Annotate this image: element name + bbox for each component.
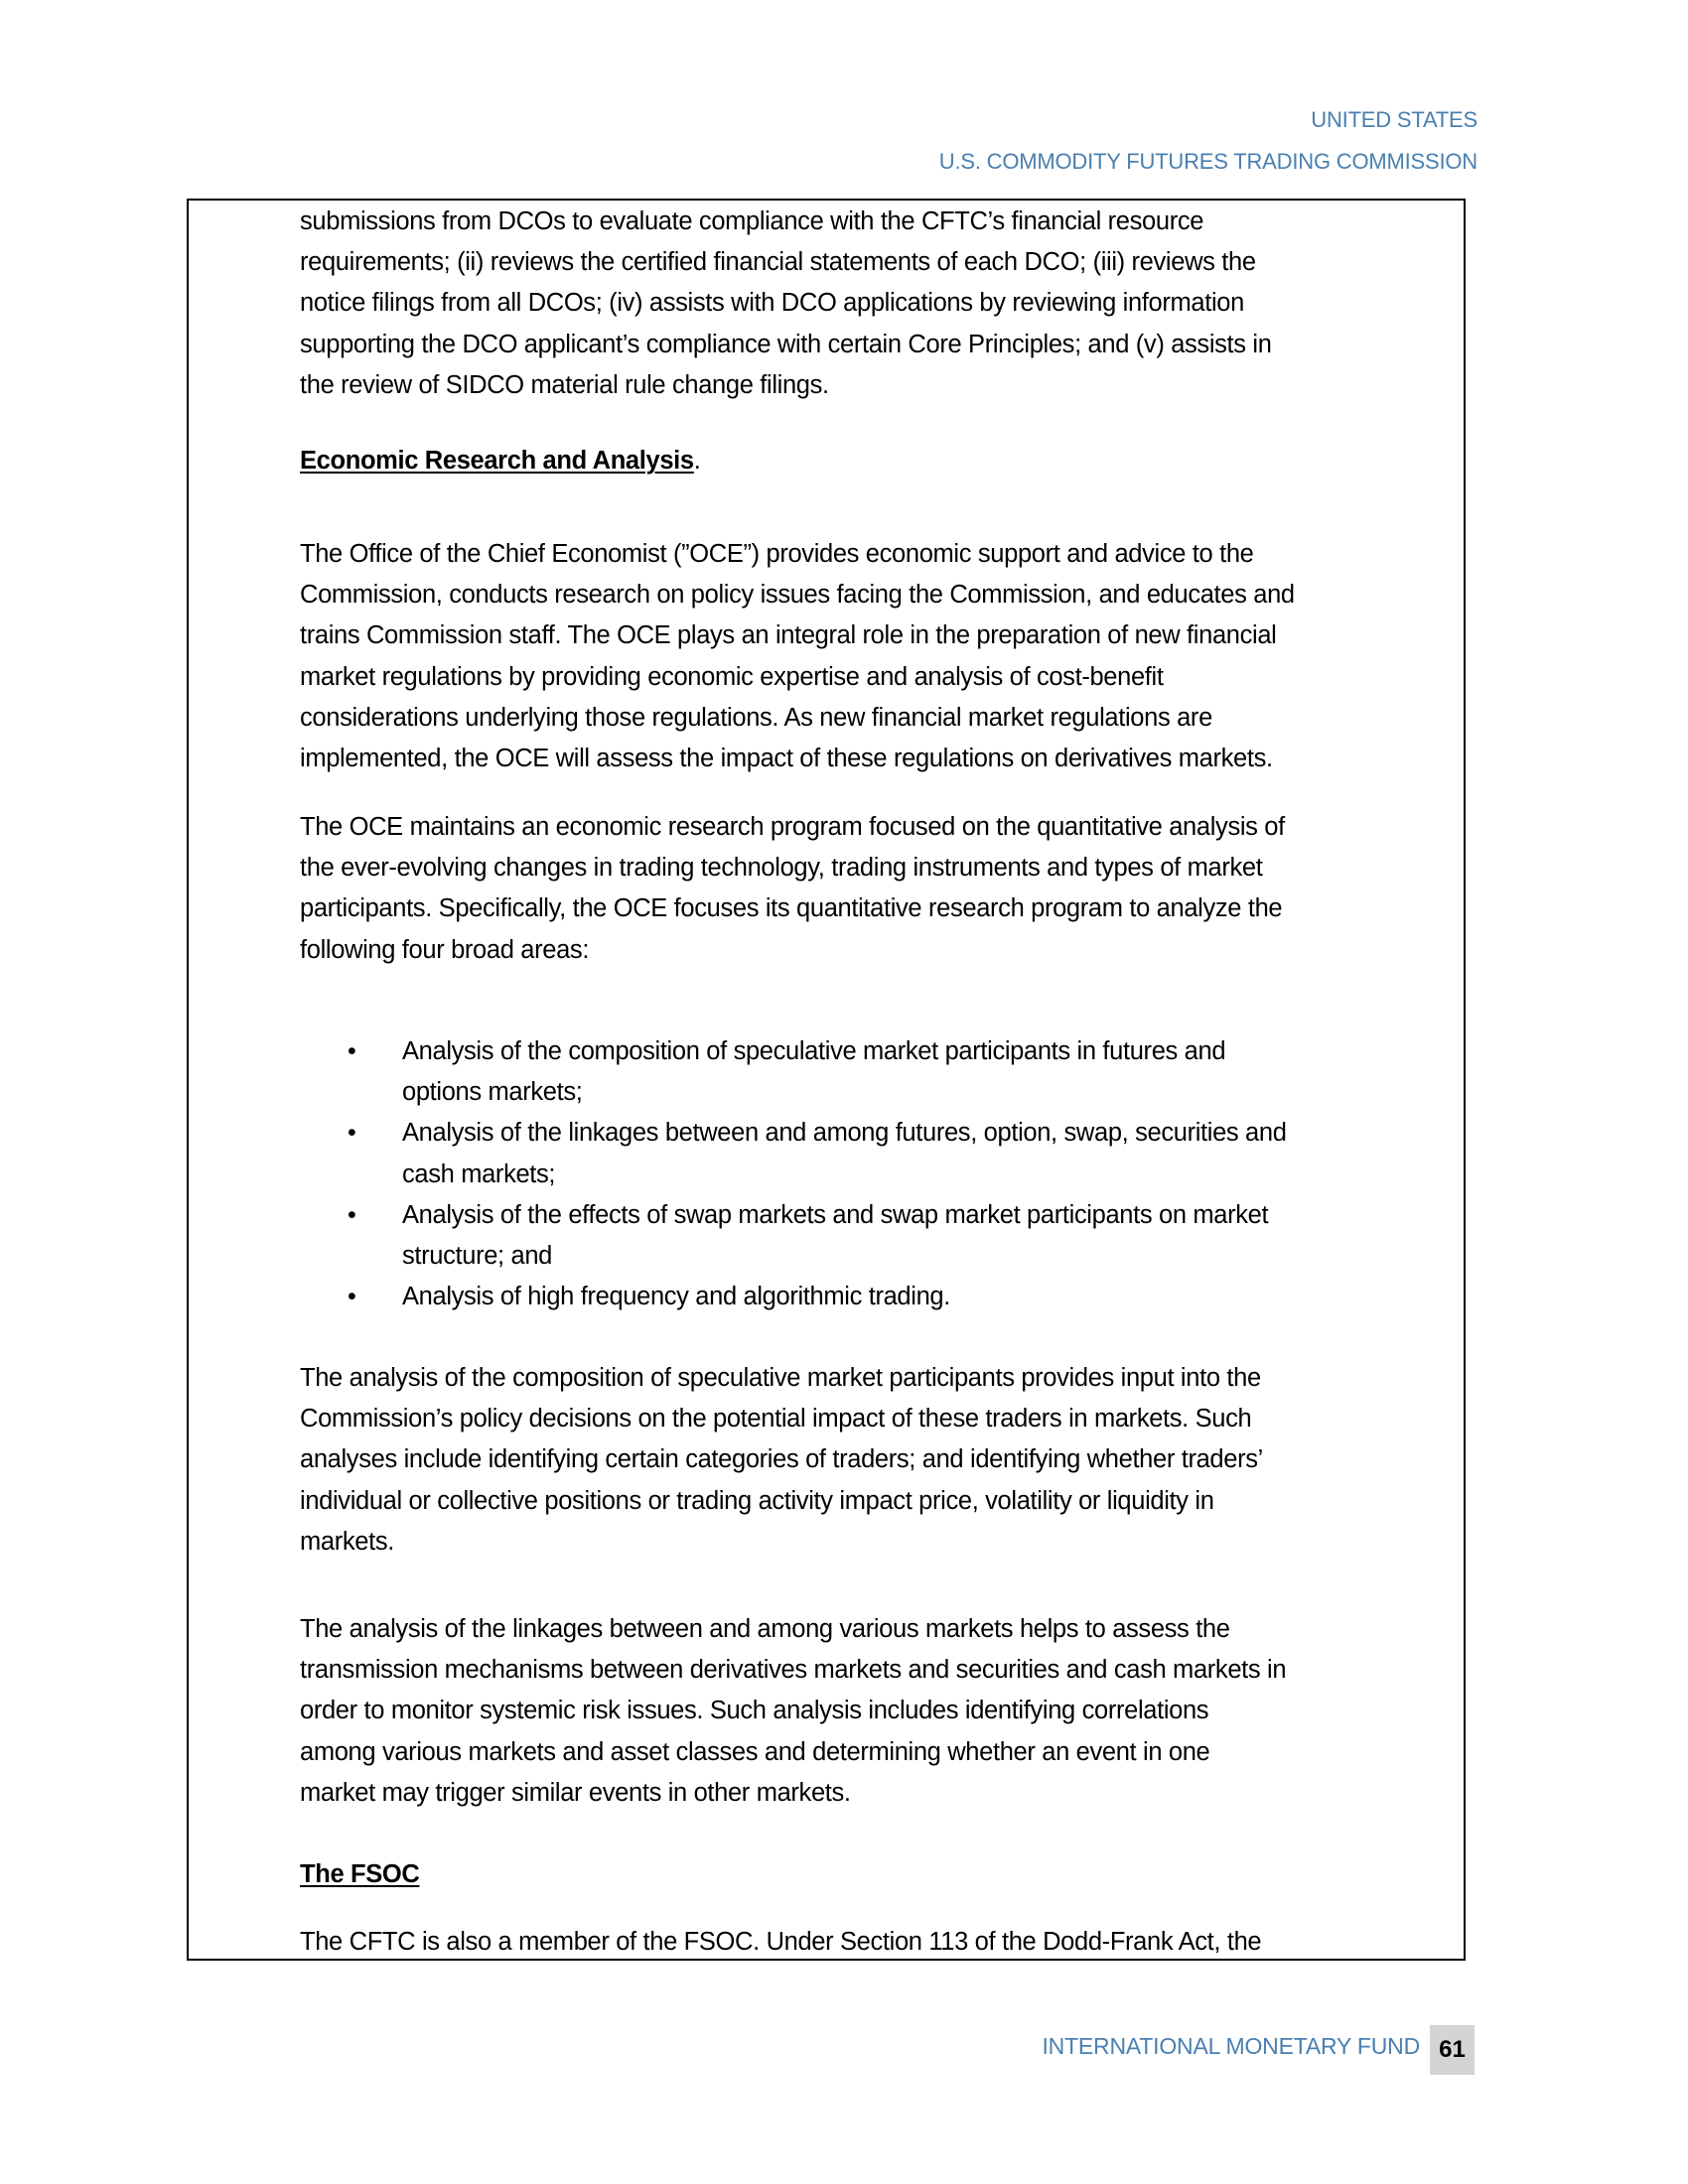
- text-line: analyses include identifying certain categories of traders; and identifying whether traders’: [300, 1445, 1263, 1474]
- text-line: The Office of the Chief Economist (”OCE”) provides economic support and advice to the: [300, 540, 1254, 568]
- bullet-icon: •: [348, 1119, 356, 1148]
- text-line: participants. Specifically, the OCE focuses its quantitative research program to analyze the: [300, 894, 1283, 923]
- text-line: the review of SIDCO material rule change filings.: [300, 370, 829, 399]
- text-line: market regulations by providing economic expertise and analysis of cost-benefit: [300, 662, 1164, 691]
- text-line: among various markets and asset classes and determining whether an event in one: [300, 1737, 1210, 1766]
- paragraph-oce-role: [300, 534, 1452, 779]
- text-line: The CFTC is also a member of the FSOC. Under Section 113 of the Dodd-Frank Act, the: [300, 1928, 1262, 1956]
- text-line: market may trigger similar events in other markets.: [300, 1778, 851, 1807]
- list-item: • Analysis of high frequency and algorithmic trading.: [348, 1277, 1450, 1317]
- bullet-list: [348, 1031, 1450, 1317]
- list-item: • Analysis of the effects of swap markets and swap market participants on market structure; and: [348, 1195, 1450, 1277]
- bullet-icon: •: [348, 1283, 356, 1311]
- paragraph-fsoc: [300, 1922, 1452, 1963]
- text-line: transmission mechanisms between derivatives markets and securities and cash markets in: [300, 1656, 1287, 1685]
- bullet-icon: •: [348, 1200, 356, 1229]
- text-line: implemented, the OCE will assess the impact of these regulations on derivatives markets.: [300, 744, 1273, 772]
- header-country: UNITED STATES: [1311, 107, 1477, 132]
- text-line: following four broad areas:: [300, 935, 590, 964]
- paragraph-oce-research: [300, 807, 1452, 971]
- text-line: The analysis of the linkages between and among various markets helps to assess the: [300, 1615, 1230, 1643]
- heading-period: .: [693, 447, 701, 475]
- text-line: supporting the DCO applicant’s compliance with certain Core Principles; and (v) assists in: [300, 330, 1272, 358]
- text-line: The OCE maintains an economic research program focused on the quantitative analysis of: [300, 813, 1285, 841]
- text-line: Commission, conducts research on policy issues facing the Commission, and educates and: [300, 581, 1295, 610]
- text-line: considerations underlying those regulations. As new financial market regulations are: [300, 703, 1212, 732]
- footer-organization: INTERNATIONAL MONETARY FUND: [1042, 2033, 1420, 2059]
- text-line: trains Commission staff. The OCE plays an integral role in the preparation of new financial: [300, 621, 1277, 650]
- text-line: requirements; (ii) reviews the certified financial statements of each DCO; (iii) reviews the: [300, 248, 1256, 277]
- bullet-icon: •: [348, 1037, 356, 1065]
- page-number: 61: [1430, 2025, 1475, 2075]
- list-item: • Analysis of the composition of speculative market participants in futures and options markets;: [348, 1031, 1450, 1113]
- text-line: The analysis of the composition of speculative market participants provides input into the: [300, 1364, 1261, 1392]
- paragraph-intro: [300, 202, 1452, 406]
- heading-fsoc: [300, 1854, 1452, 1895]
- text-line: individual or collective positions or trading activity impact price, volatility or liquidity in: [300, 1486, 1214, 1515]
- heading-economic-research: [300, 441, 1452, 481]
- text-line: Commission’s policy decisions on the potential impact of these traders in markets. Such: [300, 1405, 1252, 1433]
- list-item: • Analysis of the linkages between and among futures, option, swap, securities and cash markets;: [348, 1113, 1450, 1194]
- text-line: submissions from DCOs to evaluate compliance with the CFTC’s financial resource: [300, 207, 1204, 235]
- heading-text: Economic Research and Analysis: [300, 447, 694, 475]
- heading-text: The FSOC: [300, 1860, 420, 1888]
- text-line: markets.: [300, 1527, 394, 1556]
- paragraph-linkages: [300, 1609, 1452, 1814]
- text-line: the ever-evolving changes in trading technology, trading instruments and types of market: [300, 854, 1263, 883]
- text-line: order to monitor systemic risk issues. Such analysis includes identifying correlations: [300, 1697, 1209, 1725]
- header-agency: U.S. COMMODITY FUTURES TRADING COMMISSION: [938, 149, 1477, 174]
- text-line: notice filings from all DCOs; (iv) assists with DCO applications by reviewing information: [300, 289, 1244, 318]
- page-footer: [0, 2025, 1688, 2075]
- paragraph-composition: [300, 1358, 1452, 1563]
